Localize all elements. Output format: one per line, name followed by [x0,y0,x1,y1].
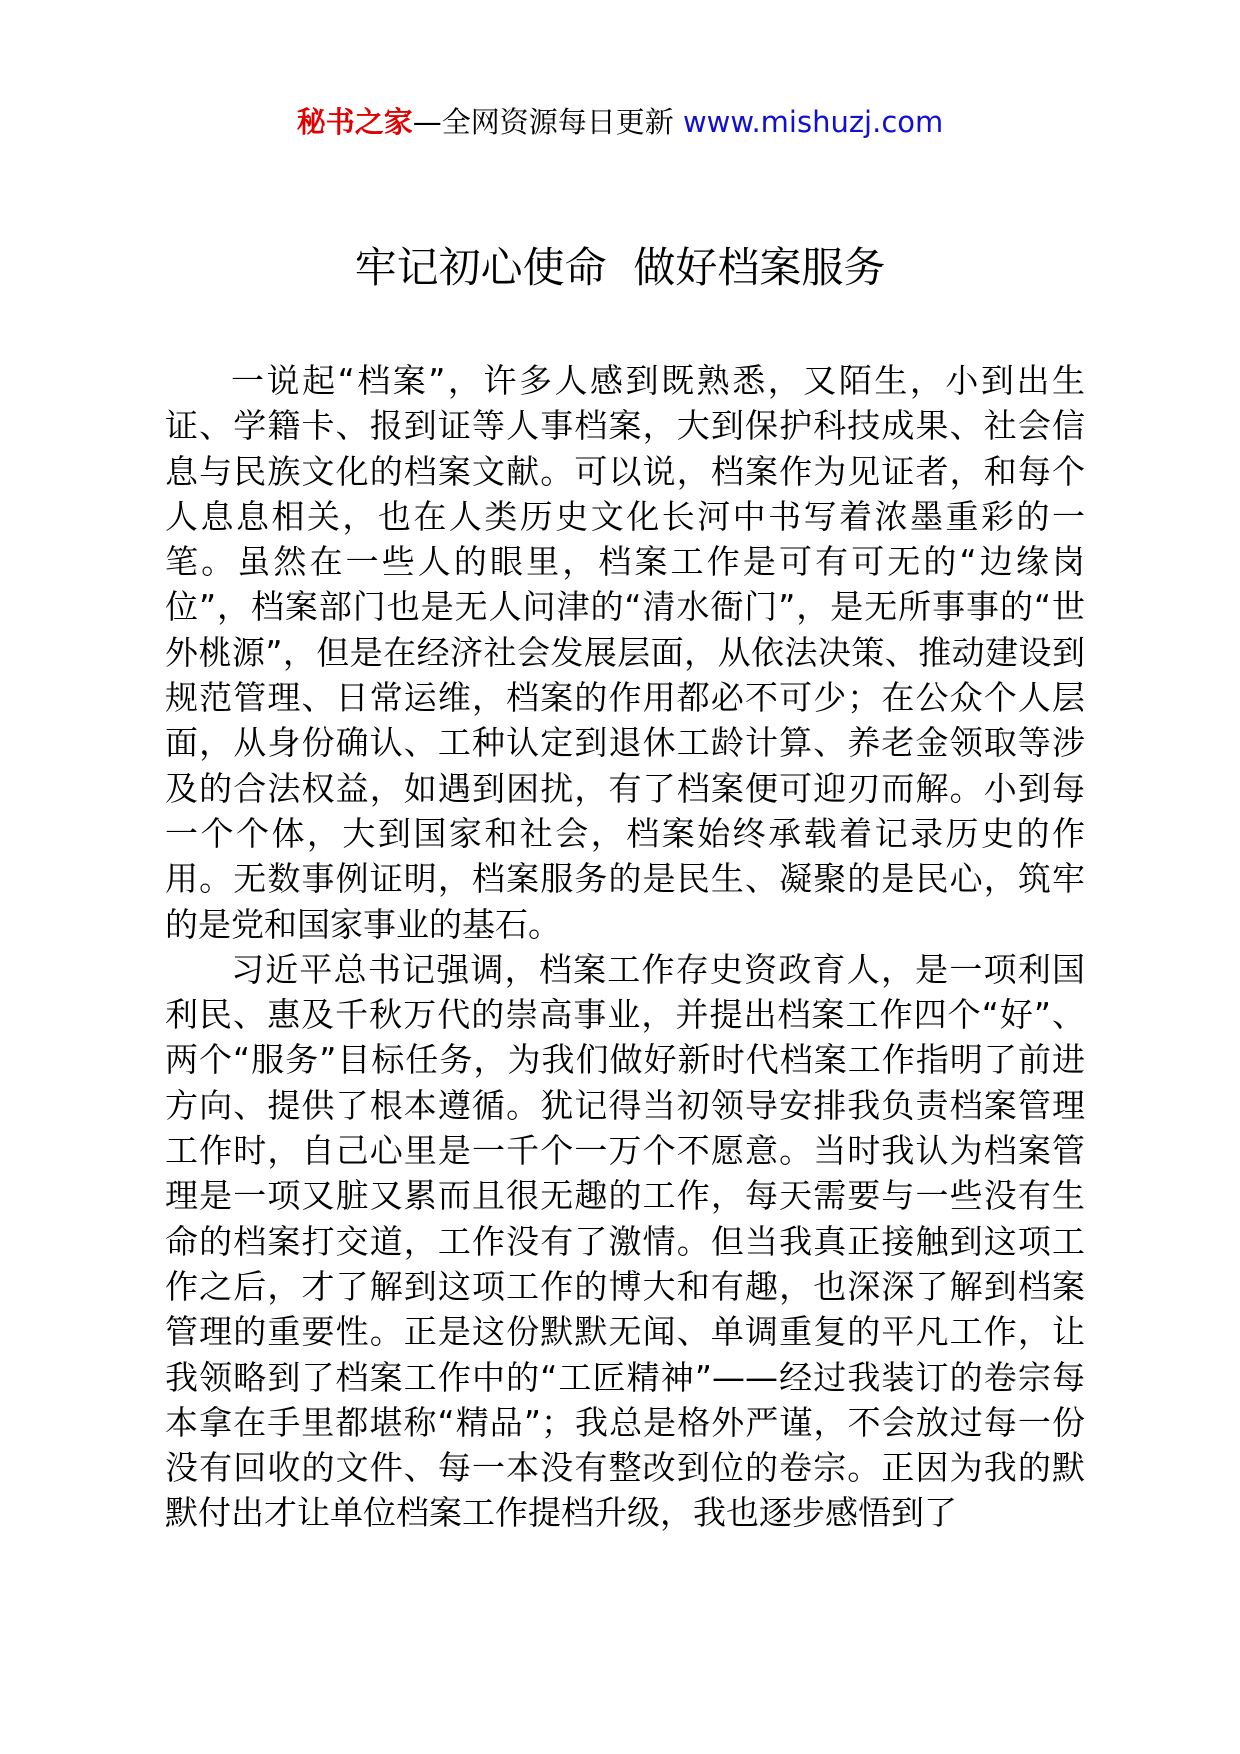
site-url-link[interactable]: www.mishuzj.com [682,105,944,139]
body-paragraph: 一说起“档案”，许多人感到既熟悉，又陌生，小到出生证、学籍卡、报到证等人事档案，大到保护科技成果、社会信息与民族文化的档案文献。可以说，档案作为见证者，和每个人息息相关，也在人类历史文化长河中书写着浓墨重彩的一笔。虽然在一些人的眼里，档案工作是可有可无的“边缘岗位”，档案部门也是无人问津的“清水衙门”，是无所事事的“世外桃源”，但是在经济社会发展层面，从依法决策、推动建设到规范管理、日常运维，档案的作用都必不可少；在公众个人层面，从身份确认、工种认定到退休工龄计算、养老金领取等涉及的合法权益，如遇到困扰，有了档案便可迎刃而解。小到每一个个体，大到国家和社会，档案始终承载着记录历史的作用。无数事例证明，档案服务的是民生、凝聚的是民心，筑牢的是党和国家事业的基石。 [165,361,1085,944]
header-tagline: —全网资源每日更新 [412,105,683,139]
brand-name: 秘书之家 [296,105,413,139]
page-header [0,100,1240,144]
document-title: 牢记初心使命 做好档案服务 [354,243,886,292]
body-paragraph: 习近平总书记强调，档案工作存史资政育人，是一项利国利民、惠及千秋万代的崇高事业，并提出档案工作四个“好”、两个“服务”目标任务，为我们做好新时代档案工作指明了前进方向、提供了根本遵循。犹记得当初领导安排我负责档案管理工作时，自己心里是一千个一万个不愿意。当时我认为档案管理是一项又脏又累而且很无趣的工作，每天需要与一些没有生命的档案打交道，工作没有了激情。但当我真正接触到这项工作之后，才了解到这项工作的博大和有趣，也深深了解到档案管理的重要性。正是这份默默无闻、单调重复的平凡工作，让我领略到了档案工作中的“工匠精神”——经过我装订的卷宗每本拿在手里都堪称“精品”；我总是格外严谨，不会放过每一份没有回收的文件、每一本没有整改到位的卷宗。正因为我的默默付出才让单位档案工作提档升级，我也逐步感悟到了 [165,949,1085,1533]
document-body [165,358,1085,1536]
